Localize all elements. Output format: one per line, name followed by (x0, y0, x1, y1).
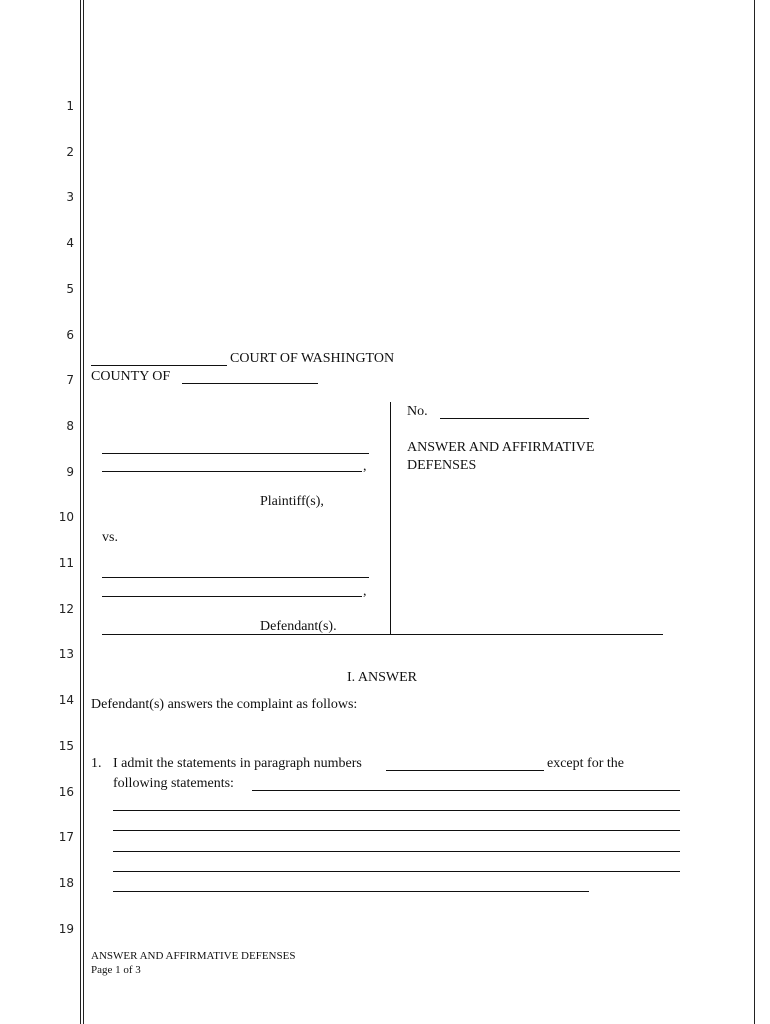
line-number: 8 (66, 418, 74, 433)
footer-title: ANSWER AND AFFIRMATIVE DEFENSES (91, 950, 296, 962)
line-number: 12 (58, 601, 74, 616)
line-number: 16 (58, 784, 74, 799)
item-1-after: except for the (547, 756, 624, 771)
line-number: 14 (58, 693, 74, 708)
county-blank[interactable] (182, 383, 318, 384)
line-number: 5 (66, 281, 74, 296)
defendant-name-blank-2[interactable] (102, 596, 362, 597)
case-number-label: No. (407, 404, 428, 419)
right-margin-rule (754, 0, 755, 1024)
defendant-name-blank-1[interactable] (102, 577, 369, 578)
section-intro: Defendant(s) answers the complaint as follows: (91, 697, 358, 712)
plaintiff-name-blank-1[interactable] (102, 453, 369, 454)
vs-label: vs. (102, 530, 118, 545)
line-number: 11 (58, 556, 74, 570)
plaintiff-comma: , (363, 459, 367, 474)
statements-blank-2[interactable] (113, 810, 680, 811)
plaintiff-name-blank-2[interactable] (102, 471, 362, 472)
line-number: 3 (66, 190, 74, 205)
document-title-line2: DEFENSES (407, 458, 477, 473)
line-number: 6 (66, 327, 74, 342)
footer-page-number: Page 1 of 3 (91, 964, 141, 976)
line-number: 15 (58, 738, 74, 753)
item-1-text: I admit the statements in paragraph numbers (113, 756, 362, 771)
court-name-blank[interactable] (91, 365, 227, 366)
line-number: 9 (66, 464, 74, 479)
statements-blank-3[interactable] (113, 830, 680, 831)
left-margin-rule-inner (83, 0, 84, 1024)
line-number: 4 (66, 236, 74, 251)
line-number: 13 (58, 647, 74, 662)
line-number: 10 (58, 510, 74, 525)
line-number: 1 (66, 99, 74, 113)
caption-bottom-rule (102, 634, 663, 635)
left-margin-rule-outer (80, 0, 81, 1024)
court-label: COURT OF WASHINGTON (230, 351, 395, 366)
statements-blank-6[interactable] (113, 891, 589, 892)
document-title-line1: ANSWER AND AFFIRMATIVE (407, 440, 595, 455)
paragraph-numbers-blank[interactable] (386, 770, 544, 771)
case-number-blank[interactable] (440, 418, 589, 419)
item-1-line2: following statements: (113, 776, 234, 791)
statements-blank-1[interactable] (252, 790, 680, 791)
defendant-label: Defendant(s). (260, 619, 337, 634)
line-number: 7 (66, 373, 74, 388)
statements-blank-5[interactable] (113, 871, 680, 872)
defendant-comma: , (363, 584, 367, 599)
caption-divider (390, 402, 391, 635)
item-1-number: 1. (91, 756, 102, 771)
section-heading: I. ANSWER (347, 670, 417, 685)
line-number: 17 (58, 830, 74, 845)
statements-blank-4[interactable] (113, 851, 680, 852)
plaintiff-label: Plaintiff(s), (260, 494, 324, 509)
line-number: 18 (58, 875, 74, 890)
line-number: 19 (58, 921, 74, 936)
line-number: 2 (66, 144, 74, 159)
county-label: COUNTY OF (91, 369, 171, 384)
